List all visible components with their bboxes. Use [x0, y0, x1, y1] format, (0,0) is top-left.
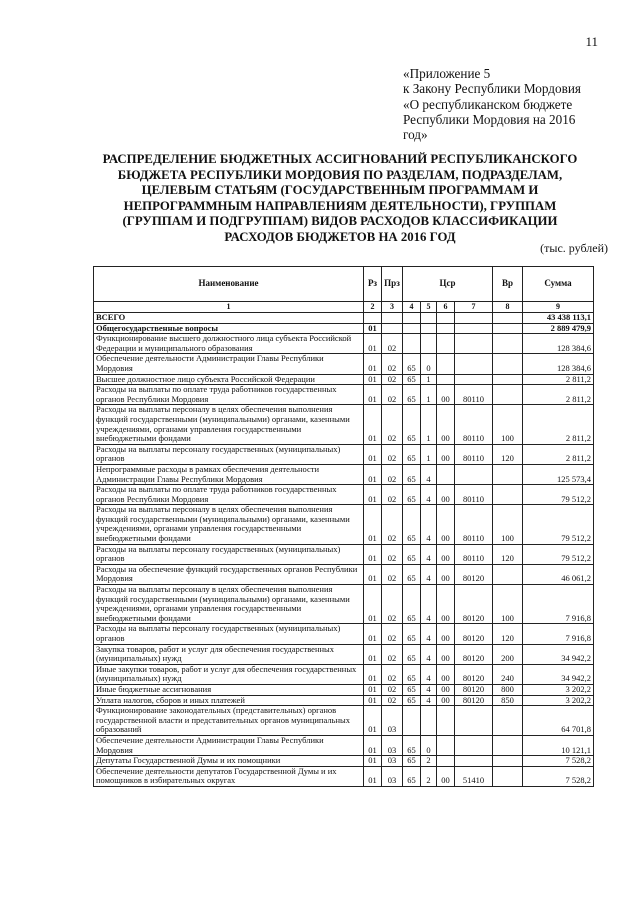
- row-rz: 01: [364, 684, 382, 695]
- row-csr-subprogram: 4: [421, 505, 437, 544]
- row-csr-direction: 80110: [455, 485, 493, 505]
- row-vr: 240: [493, 664, 523, 684]
- row-name: Иные закупки товаров, работ и услуг для обеспечения государственных (муниципальных) нужд: [94, 664, 364, 684]
- row-csr-subprogram: 1: [421, 385, 437, 405]
- row-csr-program: [403, 323, 421, 334]
- header-sum: Сумма: [523, 267, 594, 302]
- row-csr-subprogram: 2: [421, 766, 437, 786]
- row-csr-direction: 80120: [455, 664, 493, 684]
- row-csr-subprogram: 1: [421, 405, 437, 444]
- column-number: 8: [493, 302, 523, 313]
- column-number: 6: [437, 302, 455, 313]
- row-sum: 3 202,2: [523, 695, 594, 706]
- row-sum: 7 916,8: [523, 624, 594, 644]
- table-row: [94, 505, 594, 544]
- row-csr-group: [437, 334, 455, 354]
- row-vr: [493, 385, 523, 405]
- row-name: Иные бюджетные ассигнования: [94, 684, 364, 695]
- row-sum: 79 512,2: [523, 544, 594, 564]
- row-name: Расходы на выплаты персоналу государственных (муниципальных) органов: [94, 624, 364, 644]
- row-csr-direction: 80110: [455, 444, 493, 464]
- row-csr-group: [437, 464, 455, 484]
- row-prz: 02: [382, 585, 403, 624]
- row-rz: 01: [364, 756, 382, 767]
- row-csr-subprogram: 4: [421, 664, 437, 684]
- row-rz: 01: [364, 354, 382, 374]
- row-csr-direction: [455, 334, 493, 354]
- annex-line: «Приложение 5: [403, 66, 491, 81]
- row-rz: 01: [364, 706, 382, 736]
- row-prz: 02: [382, 334, 403, 354]
- row-vr: [493, 756, 523, 767]
- row-csr-program: 65: [403, 385, 421, 405]
- row-csr-group: [437, 756, 455, 767]
- table-row: [94, 644, 594, 664]
- table-row: [94, 664, 594, 684]
- row-prz: [382, 323, 403, 334]
- row-csr-direction: [455, 323, 493, 334]
- row-rz: 01: [364, 485, 382, 505]
- row-csr-program: 65: [403, 374, 421, 385]
- row-vr: 200: [493, 644, 523, 664]
- title-line: РАСПРЕДЕЛЕНИЕ БЮДЖЕТНЫХ АССИГНОВАНИЙ РЕСПУБЛИКАНСКОГО: [102, 152, 578, 166]
- row-prz: 03: [382, 766, 403, 786]
- row-name: Расходы на выплаты персоналу в целях обеспечения выполнения функций государственными (муниципальными) органами, казенными учреждениями, органами управления государственными внебюджетными фондами: [94, 505, 364, 544]
- row-csr-program: 65: [403, 695, 421, 706]
- table-row: [94, 323, 594, 334]
- row-vr: [493, 313, 523, 324]
- row-sum: 128 384,6: [523, 334, 594, 354]
- row-csr-program: 65: [403, 644, 421, 664]
- row-csr-group: 00: [437, 544, 455, 564]
- row-csr-program: 65: [403, 756, 421, 767]
- title-line: БЮДЖЕТА РЕСПУБЛИКИ МОРДОВИЯ ПО РАЗДЕЛАМ, ПОДРАЗДЕЛАМ,: [117, 167, 563, 182]
- column-number: 4: [403, 302, 421, 313]
- title-line: НЕПРОГРАММНЫМ НАПРАВЛЕНИЯМ ДЕЯТЕЛЬНОСТИ), ГРУППАМ: [123, 198, 557, 213]
- row-csr-direction: [455, 313, 493, 324]
- row-prz: 03: [382, 706, 403, 736]
- row-name: Обеспечение деятельности депутатов Государственной Думы и их помощников в избирательных округах: [94, 766, 364, 786]
- row-vr: 100: [493, 585, 523, 624]
- row-prz: 02: [382, 374, 403, 385]
- row-vr: 120: [493, 544, 523, 564]
- annex-line: к Закону Республики Мордовия: [403, 81, 581, 97]
- annex-header: [403, 66, 618, 142]
- row-vr: [493, 564, 523, 584]
- row-csr-group: 00: [437, 684, 455, 695]
- row-name: Депутаты Государственной Думы и их помощники: [94, 756, 364, 767]
- row-csr-group: 00: [437, 385, 455, 405]
- table-header: [94, 267, 594, 302]
- table-row: [94, 756, 594, 767]
- table-body: [94, 302, 594, 787]
- row-csr-subprogram: 4: [421, 544, 437, 564]
- title-line: (ГРУППАМ И ПОДГРУППАМ) ВИДОВ РАСХОДОВ КЛАССИФИКАЦИИ: [122, 214, 558, 229]
- row-csr-subprogram: 4: [421, 564, 437, 584]
- table-row: [94, 334, 594, 354]
- row-csr-group: 00: [437, 624, 455, 644]
- row-sum: 64 701,8: [523, 706, 594, 736]
- row-prz: 02: [382, 695, 403, 706]
- row-rz: 01: [364, 323, 382, 334]
- row-vr: 850: [493, 695, 523, 706]
- row-csr-direction: 80110: [455, 385, 493, 405]
- row-csr-group: 00: [437, 585, 455, 624]
- row-csr-program: 65: [403, 464, 421, 484]
- row-prz: 02: [382, 644, 403, 664]
- row-sum: 2 889 479,9: [523, 323, 594, 334]
- column-number: 3: [382, 302, 403, 313]
- row-csr-subprogram: 2: [421, 756, 437, 767]
- row-sum: 2 811,2: [523, 374, 594, 385]
- row-prz: 03: [382, 756, 403, 767]
- row-rz: 01: [364, 374, 382, 385]
- row-name: Расходы на выплаты по оплате труда работников государственных органов Республики Мордовия: [94, 385, 364, 405]
- row-csr-program: 65: [403, 664, 421, 684]
- row-prz: 02: [382, 505, 403, 544]
- row-csr-group: 00: [437, 505, 455, 544]
- table-row: [94, 684, 594, 695]
- row-csr-subprogram: 4: [421, 684, 437, 695]
- row-prz: 02: [382, 485, 403, 505]
- row-vr: [493, 334, 523, 354]
- row-name: Расходы на выплаты по оплате труда работников государственных органов Республики Мордовия: [94, 485, 364, 505]
- row-csr-group: 00: [437, 405, 455, 444]
- row-csr-group: 00: [437, 485, 455, 505]
- row-name: Расходы на выплаты персоналу в целях обеспечения выполнения функций государственными (муниципальными) органами, казенными учреждениями, органами управления государственными внебюджетными фондами: [94, 405, 364, 444]
- header-rz: Рз: [364, 267, 382, 302]
- row-rz: 01: [364, 664, 382, 684]
- row-name: Функционирование высшего должностного лица субъекта Российской Федерации и муниципального образования: [94, 334, 364, 354]
- row-vr: [493, 464, 523, 484]
- row-csr-subprogram: 0: [421, 354, 437, 374]
- row-csr-subprogram: [421, 706, 437, 736]
- table-row: [94, 695, 594, 706]
- row-prz: 02: [382, 385, 403, 405]
- row-rz: 01: [364, 464, 382, 484]
- row-sum: 3 202,2: [523, 684, 594, 695]
- row-csr-program: 65: [403, 485, 421, 505]
- row-sum: 7 916,8: [523, 585, 594, 624]
- row-rz: 01: [364, 505, 382, 544]
- row-sum: 2 811,2: [523, 405, 594, 444]
- row-name: Обеспечение деятельности Администрации Главы Республики Мордовия: [94, 735, 364, 755]
- table-row: [94, 313, 594, 324]
- row-prz: 02: [382, 564, 403, 584]
- table-row: [94, 354, 594, 374]
- row-csr-program: 65: [403, 405, 421, 444]
- row-prz: 02: [382, 405, 403, 444]
- row-csr-subprogram: 4: [421, 485, 437, 505]
- row-csr-subprogram: 4: [421, 624, 437, 644]
- row-prz: [382, 313, 403, 324]
- row-rz: 01: [364, 644, 382, 664]
- row-csr-subprogram: 4: [421, 695, 437, 706]
- row-csr-group: 00: [437, 766, 455, 786]
- row-csr-program: 65: [403, 544, 421, 564]
- row-vr: [493, 374, 523, 385]
- row-csr-program: [403, 706, 421, 736]
- header-vr: Вр: [493, 267, 523, 302]
- row-sum: 79 512,2: [523, 485, 594, 505]
- row-sum: 79 512,2: [523, 505, 594, 544]
- row-sum: 7 528,2: [523, 756, 594, 767]
- row-csr-program: 65: [403, 585, 421, 624]
- row-name: Функционирование законодательных (представительных) органов государственной власти и представительных органов муниципальных образований: [94, 706, 364, 736]
- row-csr-subprogram: [421, 323, 437, 334]
- row-csr-direction: [455, 464, 493, 484]
- row-csr-program: 65: [403, 766, 421, 786]
- annex-line: Республики Мордовия на 2016: [403, 111, 576, 127]
- row-csr-group: [437, 313, 455, 324]
- table-row: [94, 444, 594, 464]
- row-csr-group: [437, 374, 455, 385]
- row-vr: [493, 354, 523, 374]
- row-rz: [364, 313, 382, 324]
- row-csr-group: 00: [437, 664, 455, 684]
- row-csr-direction: 80120: [455, 684, 493, 695]
- column-number: 9: [523, 302, 594, 313]
- row-rz: 01: [364, 735, 382, 755]
- row-rz: 01: [364, 766, 382, 786]
- row-vr: 100: [493, 505, 523, 544]
- column-number: 2: [364, 302, 382, 313]
- row-vr: [493, 485, 523, 505]
- table-row: [94, 585, 594, 624]
- row-prz: 03: [382, 735, 403, 755]
- row-csr-direction: 80120: [455, 585, 493, 624]
- row-sum: 34 942,2: [523, 664, 594, 684]
- title-line: РАСХОДОВ БЮДЖЕТОВ НА 2016 ГОД: [224, 229, 456, 244]
- document-title: [70, 152, 610, 246]
- row-name: Непрограммные расходы в рамках обеспечения деятельности Администрации Главы Республики Мордовия: [94, 464, 364, 484]
- row-csr-direction: 80120: [455, 644, 493, 664]
- row-rz: 01: [364, 695, 382, 706]
- row-rz: 01: [364, 544, 382, 564]
- row-name: Закупка товаров, работ и услуг для обеспечения государственных (муниципальных) нужд: [94, 644, 364, 664]
- row-name: Общегосударственные вопросы: [94, 323, 364, 334]
- header-csr: Цср: [403, 267, 493, 302]
- row-csr-group: 00: [437, 444, 455, 464]
- row-vr: [493, 323, 523, 334]
- row-vr: [493, 766, 523, 786]
- header-prz: Прз: [382, 267, 403, 302]
- row-prz: 02: [382, 624, 403, 644]
- row-name: Расходы на выплаты персоналу государственных (муниципальных) органов: [94, 544, 364, 564]
- row-csr-program: [403, 313, 421, 324]
- row-csr-program: 65: [403, 505, 421, 544]
- row-prz: 02: [382, 464, 403, 484]
- table-row: [94, 374, 594, 385]
- row-vr: 120: [493, 624, 523, 644]
- row-csr-direction: [455, 374, 493, 385]
- row-name: Расходы на выплаты персоналу государственных (муниципальных) органов: [94, 444, 364, 464]
- row-csr-subprogram: [421, 334, 437, 354]
- row-prz: 02: [382, 664, 403, 684]
- row-vr: 100: [493, 405, 523, 444]
- row-sum: 128 384,6: [523, 354, 594, 374]
- row-csr-program: 65: [403, 354, 421, 374]
- table-row: [94, 624, 594, 644]
- row-csr-direction: 80120: [455, 624, 493, 644]
- table-row: [94, 735, 594, 755]
- row-csr-direction: 80120: [455, 695, 493, 706]
- budget-table: [93, 266, 594, 787]
- row-sum: 7 528,2: [523, 766, 594, 786]
- row-csr-subprogram: 1: [421, 374, 437, 385]
- row-csr-subprogram: 1: [421, 444, 437, 464]
- row-csr-group: [437, 706, 455, 736]
- row-csr-program: 65: [403, 444, 421, 464]
- row-csr-direction: 80120: [455, 564, 493, 584]
- row-csr-group: [437, 735, 455, 755]
- header-name: Наименование: [94, 267, 364, 302]
- table-row: [94, 405, 594, 444]
- table-row: [94, 564, 594, 584]
- row-prz: 02: [382, 544, 403, 564]
- row-csr-direction: 80110: [455, 405, 493, 444]
- row-name: ВСЕГО: [94, 313, 364, 324]
- row-csr-direction: [455, 756, 493, 767]
- column-number: 5: [421, 302, 437, 313]
- row-csr-direction: 51410: [455, 766, 493, 786]
- row-rz: 01: [364, 405, 382, 444]
- row-csr-group: [437, 323, 455, 334]
- annex-line: «О республиканском бюджете: [403, 96, 573, 112]
- annex-line: год»: [403, 127, 428, 143]
- table-row: [94, 766, 594, 786]
- row-csr-direction: 80110: [455, 544, 493, 564]
- row-sum: 43 438 113,1: [523, 313, 594, 324]
- row-csr-program: 65: [403, 684, 421, 695]
- row-sum: 46 061,2: [523, 564, 594, 584]
- row-name: Высшее должностное лицо субъекта Российской Федерации: [94, 374, 364, 385]
- row-sum: 2 811,2: [523, 385, 594, 405]
- row-csr-subprogram: 0: [421, 735, 437, 755]
- row-name: Расходы на обеспечение функций государственных органов Республики Мордовия: [94, 564, 364, 584]
- row-csr-program: 65: [403, 624, 421, 644]
- row-vr: [493, 735, 523, 755]
- row-csr-subprogram: [421, 313, 437, 324]
- row-rz: 01: [364, 444, 382, 464]
- row-csr-group: 00: [437, 695, 455, 706]
- row-name: Уплата налогов, сборов и иных платежей: [94, 695, 364, 706]
- row-rz: 01: [364, 564, 382, 584]
- row-csr-group: 00: [437, 644, 455, 664]
- column-number: 7: [455, 302, 493, 313]
- table-row: [94, 485, 594, 505]
- row-csr-subprogram: 4: [421, 464, 437, 484]
- title-line: ЦЕЛЕВЫМ СТАТЬЯМ (ГОСУДАРСТВЕННЫМ ПРОГРАММАМ И: [141, 183, 539, 198]
- row-rz: 01: [364, 385, 382, 405]
- row-csr-program: [403, 334, 421, 354]
- row-rz: 01: [364, 334, 382, 354]
- row-csr-direction: [455, 354, 493, 374]
- table-row: [94, 544, 594, 564]
- row-prz: 02: [382, 684, 403, 695]
- row-sum: 10 121,1: [523, 735, 594, 755]
- row-rz: 01: [364, 624, 382, 644]
- column-number-row: [94, 302, 594, 313]
- row-csr-program: 65: [403, 735, 421, 755]
- row-vr: [493, 706, 523, 736]
- row-prz: 02: [382, 354, 403, 374]
- row-prz: 02: [382, 444, 403, 464]
- row-csr-program: 65: [403, 564, 421, 584]
- row-sum: 2 811,2: [523, 444, 594, 464]
- row-csr-group: [437, 354, 455, 374]
- row-csr-subprogram: 4: [421, 585, 437, 624]
- unit-label: (тыс. рублей): [540, 241, 608, 255]
- row-sum: 34 942,2: [523, 644, 594, 664]
- table-row: [94, 385, 594, 405]
- row-csr-direction: [455, 735, 493, 755]
- row-sum: 125 573,4: [523, 464, 594, 484]
- column-number: 1: [94, 302, 364, 313]
- row-vr: 800: [493, 684, 523, 695]
- row-name: Обеспечение деятельности Администрации Главы Республики Мордовия: [94, 354, 364, 374]
- row-rz: 01: [364, 585, 382, 624]
- row-csr-direction: [455, 706, 493, 736]
- row-name: Расходы на выплаты персоналу в целях обеспечения выполнения функций государственными (муниципальными) органами, казенными учреждениями, органами управления государственными внебюджетными фондами: [94, 585, 364, 624]
- row-vr: 120: [493, 444, 523, 464]
- table-row: [94, 464, 594, 484]
- table-row: [94, 706, 594, 736]
- page-number: 11: [585, 34, 598, 49]
- row-csr-direction: 80110: [455, 505, 493, 544]
- row-csr-group: 00: [437, 564, 455, 584]
- row-csr-subprogram: 4: [421, 644, 437, 664]
